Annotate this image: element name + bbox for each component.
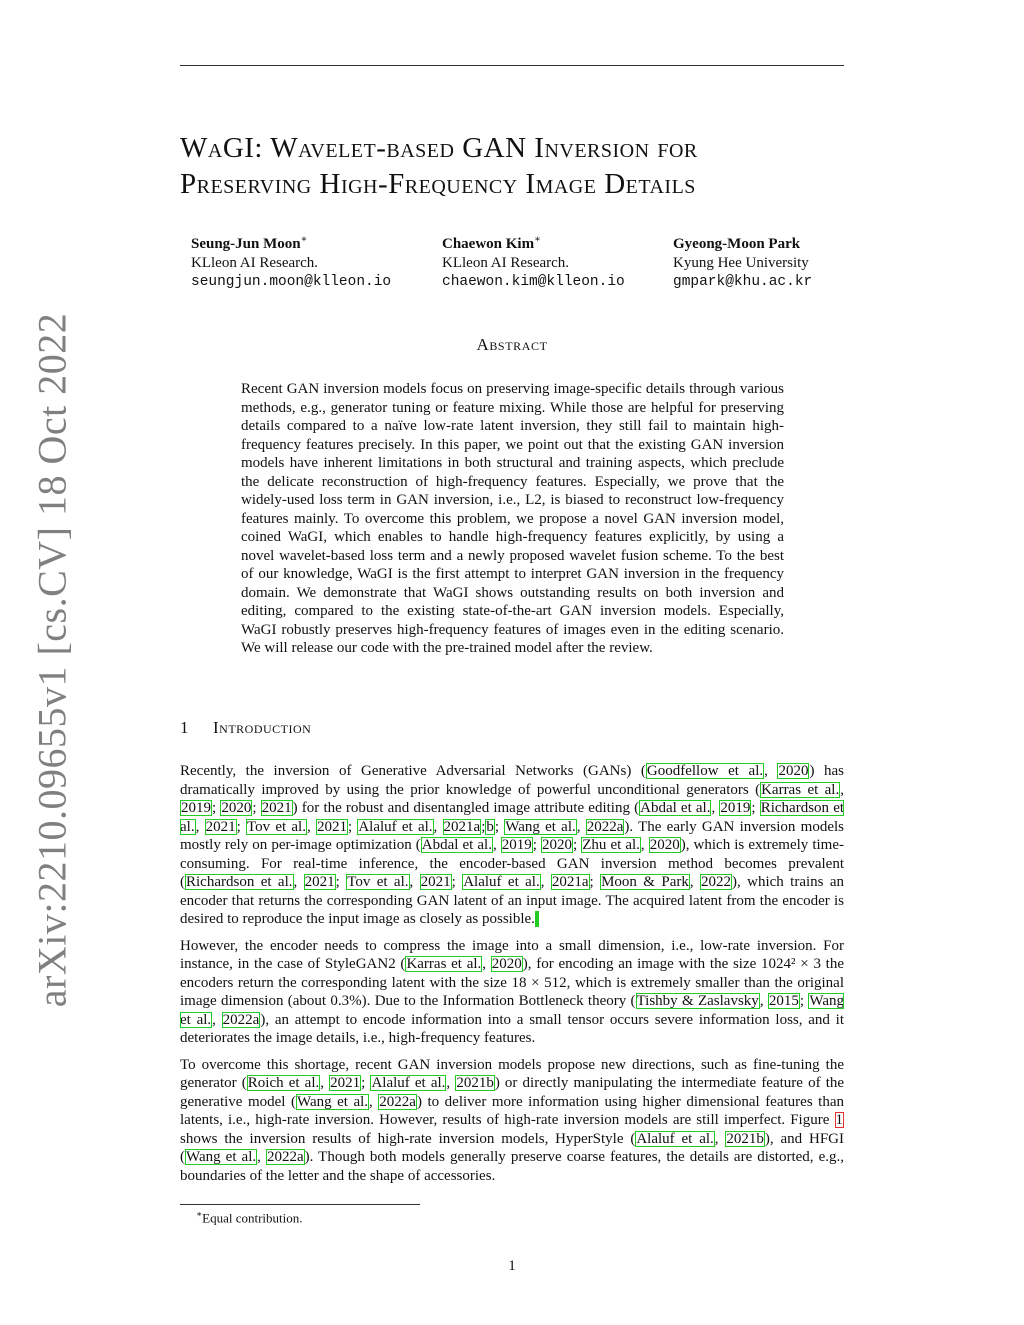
citation-link[interactable]: 2021a [551, 874, 589, 890]
citation-link[interactable]: 2022a [266, 1149, 304, 1165]
citation-link[interactable]: Wang et al. [296, 1093, 369, 1110]
citation-link[interactable]: 2021 [304, 874, 335, 890]
title-line-1: WaGI: Wavelet-based GAN Inversion for [180, 132, 698, 164]
citation-link[interactable]: Tov et al. [246, 818, 306, 835]
citation-link[interactable]: Alaluf et al. [371, 1075, 446, 1091]
citation-link[interactable]: Abdal et al. [421, 837, 492, 853]
citation-link[interactable]: Karras et al. [406, 956, 482, 972]
citation-link[interactable]: 2015 [768, 993, 799, 1009]
citation-link[interactable]: Tishby & Zaslavsky [636, 993, 759, 1009]
citation-link[interactable]: Moon & Park [601, 874, 689, 890]
author-affiliation: Kyung Hee University [673, 255, 809, 271]
title-line-2: Preserving High-Frequency Image Details [180, 168, 696, 200]
author-affiliation: KLleon AI Research. [191, 255, 319, 271]
author-name: Chaewon Kim∗ [442, 234, 541, 252]
citation-link[interactable]: 2020 [778, 763, 809, 779]
citation-link[interactable]: 2020 [649, 837, 680, 853]
author-2 [442, 230, 625, 292]
citation-link[interactable] [537, 911, 539, 927]
section-heading [180, 718, 311, 738]
citation-link[interactable]: Wang et al. [186, 1149, 257, 1165]
citation-link[interactable]: 2022a [586, 818, 624, 835]
author-email[interactable]: chaewon.kim@klleon.io [442, 274, 625, 290]
author-email[interactable]: gmpark@khu.ac.kr [673, 274, 813, 290]
intro-paragraph-1: Recently, the inversion of Generative Adversarial Networks (GANs) (Goodfellow et al., 2020) has dramatically improved by using the prior knowledge of powerful unconditional generators (Karras et al., 2019; 2020; 2021) for the robust and disentangled image attribute editing (Abdal et al., 2019; Richardson et al., 2021; Tov et al., 2021; Alaluf et al., 2021a;b; Wang et al., 2022a). The early GAN inversion models mostly rely on per-image optimization (Abdal et al., 2019; 2020; Zhu et al., 2020), which is extremely time-consuming. For real-time inference, the encoder-based GAN inversion method becomes prevalent (Richardson et al., 2021; Tov et al., 2021; Alaluf et al., 2021a; Moon & Park, 2022), which trains an encoder that returns the corresponding GAN latent of an input image. The acquired latent from the encoder is desired to reproduce the input image as closely as possible. [180, 763, 845, 927]
top-rule [180, 65, 844, 66]
citation-link[interactable]: Richardson et al. [180, 800, 845, 835]
citation-link[interactable]: 2021 [330, 1075, 361, 1091]
author-email[interactable]: seungjun.moon@klleon.io [191, 274, 392, 290]
citation-link[interactable]: Tov et al. [347, 874, 409, 890]
citation-link[interactable]: 2019 [720, 800, 751, 816]
citation-link[interactable]: Richardson et al. [186, 874, 293, 890]
abstract-heading: Abstract [476, 335, 548, 354]
citation-link[interactable]: Alaluf et al. [358, 818, 433, 835]
citation-link[interactable]: 2019 [181, 800, 211, 816]
citation-link[interactable]: Abdal et al. [640, 800, 711, 816]
citation-link[interactable]: b [486, 818, 494, 835]
arxiv-identifier: arXiv:2210.09655v1 [cs.CV] 18 Oct 2022 [29, 312, 75, 1008]
citation-link[interactable]: Wang et al. [505, 818, 576, 835]
abstract-text: Recent GAN inversion models focus on preserving image-specific details through various methods, e.g., generator tuning or feature mixing. While those are helpful for preserving details compared to a naïve low-rate latent inversion, they still fail to maintain high-frequency features precisely. In this paper, we point out that the existing GAN inversion models have inherent limitations in both structural and training aspects, which preclude the delicate reconstruction of high-frequency features. Especially, we prove that the widely-used loss term in GAN inversion, i.e., L2, is biased to reconstruct low-frequency features mainly. To overcome this problem, we propose a novel GAN inversion model, coined WaGI, which enables to handle high-frequency features explicitly, by using a novel wavelet-based loss term and a newly proposed wavelet fusion scheme. To the best of our knowledge, WaGI is the first attempt to interpret GAN inversion in the frequency domain. We demonstrate that WaGI shows outstanding results on both inversion and editing, compared to the existing state-of-the-art GAN inversion models. Especially, WaGI robustly preserves high-frequency features of images even in the editing scenario. We will release our code with the pre-trained model after the review. [241, 381, 784, 656]
citation-link[interactable]: Alaluf et al. [636, 1130, 714, 1147]
citation-link[interactable]: Alaluf et al. [463, 874, 540, 890]
citation-link[interactable]: 2022a [379, 1093, 416, 1110]
intro-paragraph-2: However, the encoder needs to compress the image into a small dimension, i.e., low-rate inversion. For instance, in the case of StyleGAN2 (Karras et al., 2020), for encoding an image with the size 1024² × 3 the encoders return the corresponding latent with the size 18 × 512, which is extremely smaller than the original image dimension (about 0.3%). Due to the Information Bottleneck theory (Tishby & Zaslavsky, 2015; Wang et al., 2022a), an attempt to encode information into a small tensor occurs severe information loss, and it deteriorates the image details, i.e., high-frequency features. [180, 937, 845, 1046]
footnote [196, 1209, 303, 1226]
citation-link[interactable]: 2022a [222, 1011, 260, 1028]
citation-link[interactable]: 2021 [261, 800, 292, 816]
introduction-body [180, 762, 844, 1193]
author-3 [673, 230, 812, 292]
citation-link[interactable]: 2021b [456, 1075, 494, 1091]
citation-link[interactable]: 2020 [542, 837, 572, 853]
citation-link[interactable]: Karras et al. [761, 781, 840, 798]
footnote-rule [180, 1204, 420, 1205]
footnote-mark: ∗ [196, 1209, 203, 1219]
citation-link[interactable]: 2020 [221, 800, 252, 816]
author-affiliation: KLleon AI Research. [442, 255, 570, 271]
section-number: 1 [180, 718, 189, 737]
figure-reference-link[interactable]: 1 [835, 1112, 843, 1128]
citation-link[interactable]: 2021 [420, 874, 451, 890]
citation-link[interactable]: 2020 [491, 956, 522, 972]
citation-link[interactable]: Wang et al. [180, 993, 844, 1028]
intro-paragraph-3: To overcome this shortage, recent GAN inversion models propose new directions, such as fine-tuning the generator (Roich et al., 2021; Alaluf et al., 2021b) or directly manipulating the intermediate feature of the generative model (Wang et al., 2022a) to deliver more information using higher dimensional features than latents, i.e., high-rate inversion. However, results of high-rate inversion models are still imperfect. Figure 1 shows the inversion results of high-rate inversion models, HyperStyle (Alaluf et al., 2021b), and HFGI (Wang et al., 2022a). Though both models generally preserve coarse features, the details are distorted, e.g., boundaries of the letter and the shape of accessories. [180, 1056, 845, 1184]
citation-link[interactable]: 2022 [701, 874, 731, 890]
citation-link[interactable]: 2021 [316, 818, 347, 835]
citation-link[interactable]: Zhu et al. [582, 837, 640, 853]
author-name: Gyeong-Moon Park [673, 236, 801, 252]
author-1 [191, 230, 391, 292]
citation-link[interactable]: Goodfellow et al. [646, 763, 764, 779]
citation-link[interactable]: 2021 [205, 818, 236, 835]
citation-link[interactable]: Roich et al. [247, 1075, 320, 1091]
citation-link[interactable]: 2021a [443, 818, 481, 835]
author-name: Seung-Jun Moon∗ [191, 234, 308, 252]
citation-link[interactable]: 2021b [726, 1130, 764, 1147]
paper-title [180, 130, 844, 202]
footnote-text: Equal contribution. [202, 1210, 303, 1226]
section-title: Introduction [213, 718, 312, 737]
page-number: 1 [508, 1258, 516, 1274]
citation-link[interactable]: 2019 [501, 837, 532, 853]
